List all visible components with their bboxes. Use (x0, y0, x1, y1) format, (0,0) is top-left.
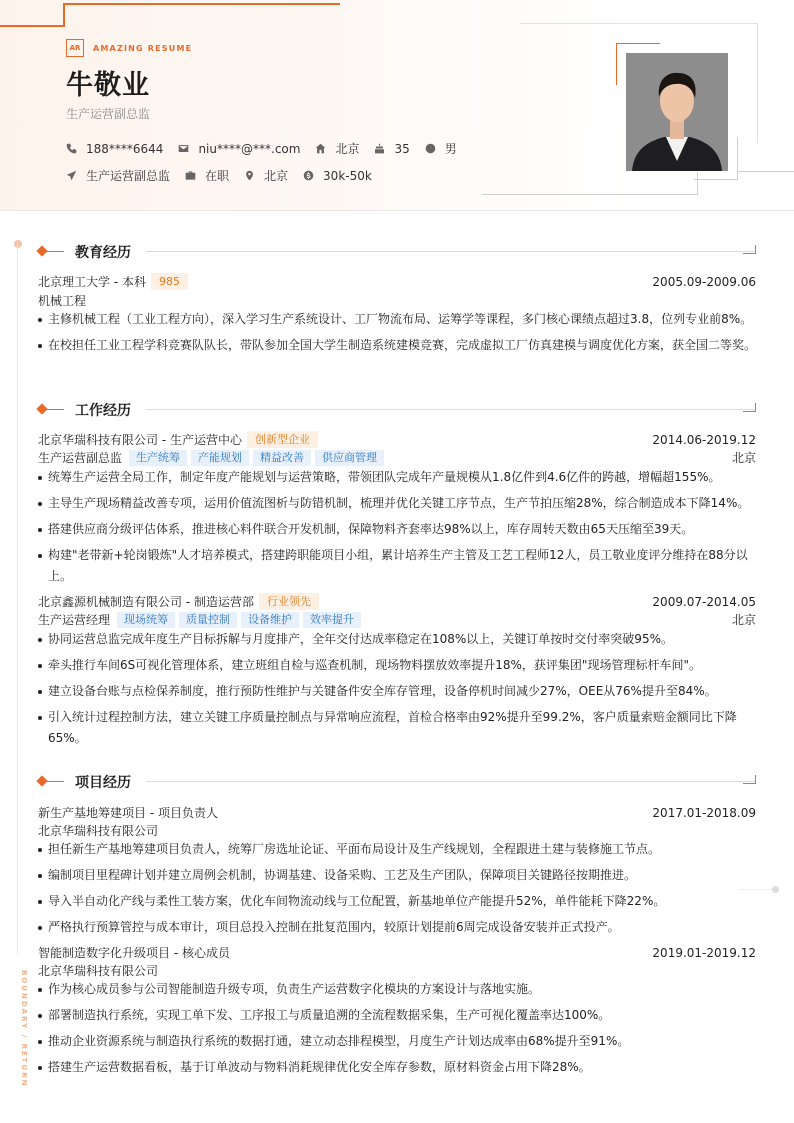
project-name: 新生产基地筹建项目 - 项目负责人 (38, 806, 218, 820)
skill-tag: 效率提升 (303, 612, 361, 628)
project-entry-header (38, 804, 756, 821)
money-icon (303, 170, 314, 181)
briefcase-icon (185, 170, 196, 181)
project-name: 智能制造数字化升级项目 - 核心成员 (38, 946, 230, 960)
project-company-line (38, 962, 756, 979)
project-entry-header (38, 944, 756, 961)
list-item: 担任新生产基地筹建项目负责人，统筹厂房选址论证、平面布局设计及生产线规划，全程跟进土建与装修施工节点。 (38, 839, 756, 860)
logo-mark: AR (66, 39, 84, 57)
work-city: 北京 (731, 451, 756, 465)
photo-corner-line (616, 43, 660, 44)
skill-tag: 设备维护 (241, 612, 299, 628)
section-dash (46, 409, 64, 410)
skill-tag: 质量控制 (179, 612, 237, 628)
brand-logo (66, 39, 192, 57)
hometown-text: 北京 (335, 142, 360, 156)
section-title: 教育经历 (75, 245, 131, 261)
work-section-header (36, 401, 756, 417)
education-date: 2005.09-2009.06 (652, 274, 756, 289)
education-major-line (38, 292, 756, 309)
header-accent-line (63, 3, 65, 27)
side-watermark: BOUNDARY / RETURN (20, 970, 28, 1088)
avatar (626, 53, 728, 171)
section-divider (146, 409, 756, 410)
list-item: 建立设备台账与点检保养制度，推行预防性维护与关键备件安全库存管理，设备停机时间减少27%，OEE从76%提升至84%。 (38, 681, 756, 702)
resume-header (0, 0, 794, 211)
list-item: 协同运营总监完成年度生产目标拆解与月度排产，全年交付达成率稳定在108%以上，关键订单按时交付率突破95%。 (38, 629, 756, 650)
work-city-text: 北京 (264, 169, 289, 183)
section-divider (146, 781, 756, 782)
education-section-header (36, 243, 756, 259)
gender-info (425, 140, 457, 157)
list-item: 引入统计过程控制方法，建立关键工序质量控制点与异常响应流程，首检合格率由92%提升至99.2%，客户质量索赔金额同比下降65%。 (38, 707, 756, 749)
header-accent-line (63, 3, 340, 5)
send-icon (66, 170, 77, 181)
work-position-line (38, 611, 756, 628)
section-corner-mark (743, 403, 756, 412)
company-badge: 创新型企业 (247, 431, 318, 448)
photo-corner-line (694, 179, 738, 180)
work-bullets (38, 629, 756, 754)
section-corner-mark (743, 775, 756, 784)
list-item: 在校担任工业工程学科竞赛队队长，带队参加全国大学生制造系统建模竞赛，完成虚拟工厂仿真建模与调度优化方案，获全国二等奖。 (38, 335, 756, 356)
skill-tag: 精益改善 (253, 450, 311, 466)
list-item: 严格执行预算管控与成本审计，项目总投入控制在批复范围内，较原计划提前6周完成设备安装并正式投产。 (38, 917, 756, 938)
project-date: 2017.01-2018.09 (652, 805, 756, 820)
list-item: 构建"老带新+轮岗锻炼"人才培养模式，搭建跨职能项目小组，累计培养生产主管及工艺工程师12人，员工敬业度评分维持在88分以上。 (38, 545, 756, 587)
job-status-text: 在职 (205, 169, 230, 183)
project-company: 北京华瑞科技有限公司 (38, 824, 159, 838)
section-divider (146, 251, 756, 252)
company-name: 北京鑫源机械制造有限公司 - 制造运营部 (38, 595, 254, 609)
list-item: 导入半自动化产线与柔性工装方案，优化车间物流动线与工位配置，新基地单位产能提升52%，单件能耗下降22%。 (38, 891, 756, 912)
section-dash (46, 251, 64, 252)
salary-info (303, 169, 372, 183)
list-item: 编制项目里程碑计划并建立周例会机制，协调基建、设备采购、工艺及生产团队，保障项目关键路径按期推进。 (38, 865, 756, 886)
list-item: 作为核心成员参与公司智能制造升级专项，负责生产运营数字化模块的方案设计与落地实施。 (38, 979, 756, 1000)
phone-text: 188****6644 (86, 141, 164, 156)
list-item: 牵头推行车间6S可视化管理体系，建立班组自检与巡查机制，现场物料摆放效率提升18%，获评集团"现场管理标杆车间"。 (38, 655, 756, 676)
salary-text: 30k-50k (323, 168, 372, 183)
photo-frame-line (737, 171, 794, 172)
school-badge: 985 (151, 273, 188, 290)
mail-icon (178, 143, 189, 154)
position-name: 生产运营经理 (38, 613, 111, 627)
list-item: 部署制造执行系统，实现工单下发、工序报工与质量追溯的全流程数据采集，生产可视化覆盖率达100%。 (38, 1005, 756, 1026)
education-entry-header (38, 273, 756, 290)
list-item: 推动企业资源系统与制造执行系统的数据打通，建立动态排程模型，月度生产计划达成率由68%提升至91%。 (38, 1031, 756, 1052)
photo-frame-line (482, 194, 698, 195)
photo-frame-line (697, 172, 698, 195)
email-text: niu****@***.com (198, 141, 301, 156)
skill-tag: 供应商管理 (315, 450, 384, 466)
list-item: 统筹生产运营全局工作，制定年度产能规划与运营策略，带领团队完成年产量规模从1.8亿件到4.6亿件的跨越，增幅超155%。 (38, 467, 756, 488)
logo-text: AMAZING RESUME (93, 43, 193, 53)
contact-info-row (66, 140, 472, 157)
work-date: 2014.06-2019.12 (652, 432, 756, 447)
decor-dot (772, 886, 779, 893)
gender-icon (425, 143, 436, 154)
section-dash (46, 781, 64, 782)
timeline-rail (17, 244, 18, 954)
job-info-row (66, 167, 387, 184)
work-bullets (38, 467, 756, 592)
list-item: 搭建供应商分级评估体系，推进核心料件联合开发机制，保障物料齐套率达98%以上，库存周转天数由65天压缩至39天。 (38, 519, 756, 540)
work-city: 北京 (731, 613, 756, 627)
work-city-info (244, 167, 288, 184)
timeline-dot (14, 240, 22, 248)
project-bullets (38, 979, 756, 1083)
candidate-name: 牛敬业 (66, 70, 150, 101)
photo-frame-line (520, 23, 758, 24)
gender-text: 男 (444, 142, 457, 156)
photo-corner-line (737, 137, 738, 180)
header-accent-line (0, 25, 64, 27)
work-entry-header (38, 593, 756, 610)
section-title: 项目经历 (75, 775, 131, 791)
photo-corner-line (616, 43, 617, 85)
section-corner-mark (743, 245, 756, 254)
list-item: 主导生产现场精益改善专项，运用价值流图析与防错机制，梳理并优化关键工序节点，生产节拍压缩28%，综合制造成本下降14%。 (38, 493, 756, 514)
section-title: 工作经历 (75, 403, 131, 419)
list-item: 搭建生产运营数据看板，基于订单波动与物料消耗规律优化安全库存参数，原材料资金占用下降28%。 (38, 1057, 756, 1078)
age-info (374, 142, 409, 156)
project-company-line (38, 822, 756, 839)
photo-frame-line (757, 23, 758, 143)
target-position-text: 生产运营副总监 (86, 169, 171, 183)
school-name: 北京理工大学 - 本科 (38, 275, 146, 289)
skill-tag: 现场统筹 (117, 612, 175, 628)
phone-icon (66, 143, 77, 154)
hometown-info (315, 140, 359, 157)
list-item: 主修机械工程（工业工程方向），深入学习生产系统设计、工厂物流布局、运筹学等课程，多门核心课绩点超过3.8，位列专业前8%。 (38, 309, 756, 330)
project-bullets (38, 839, 756, 943)
company-name: 北京华瑞科技有限公司 - 生产运营中心 (38, 433, 242, 447)
education-bullets (38, 309, 756, 361)
work-position-line (38, 449, 756, 466)
project-company: 北京华瑞科技有限公司 (38, 964, 159, 978)
home-icon (315, 143, 326, 154)
skill-tag: 产能规划 (191, 450, 249, 466)
candidate-title: 生产运营副总监 (66, 107, 151, 121)
project-section-header (36, 773, 756, 789)
skill-tag: 生产统筹 (129, 450, 187, 466)
company-badge: 行业领先 (259, 593, 319, 610)
project-date: 2019.01-2019.12 (652, 945, 756, 960)
job-status-info (185, 167, 229, 184)
cake-icon (374, 143, 385, 154)
target-position-info (66, 167, 170, 184)
work-entry-header (38, 431, 756, 448)
profile-photo (626, 53, 728, 171)
age-text: 35 (394, 141, 410, 156)
location-icon (244, 170, 255, 181)
email-info (178, 142, 300, 156)
work-date: 2009.07-2014.05 (652, 594, 756, 609)
phone-info (66, 142, 163, 156)
position-name: 生产运营副总监 (38, 451, 123, 465)
major-name: 机械工程 (38, 294, 87, 308)
